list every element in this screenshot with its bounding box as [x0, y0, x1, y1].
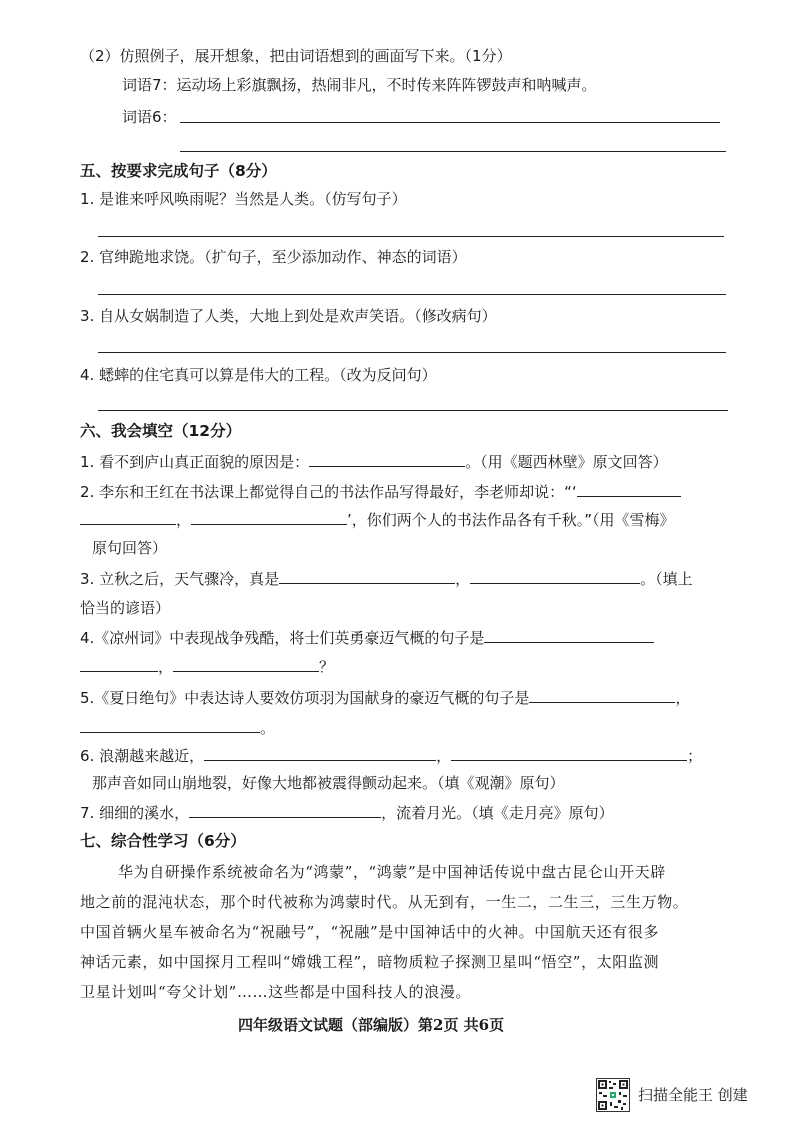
s5-question-4: 4. 蟋蟀的住宅真可以算是伟大的工程。（改为反问句） — [80, 366, 437, 384]
blank[interactable] — [189, 801, 381, 818]
blank[interactable] — [204, 744, 436, 761]
answer-line[interactable] — [180, 151, 726, 152]
question-4-2-instruction: （2）仿照例子，展开想象，把由词语想到的画面写下来。（1分） — [80, 47, 512, 65]
s6-q3-text: 3. 立秋之后，天气骤冷，真是 — [80, 570, 280, 588]
s6-question-5 — [80, 686, 690, 709]
s6-q5-text: 5.《夏日绝句》中表达诗人要效仿项羽为国献身的豪迈气概的句子是 — [80, 689, 530, 707]
s6-q4-text: 4.《凉州词》中表现战争残酷，将士们英勇豪迈气概的句子是 — [80, 629, 485, 647]
s6-question-1 — [80, 450, 668, 473]
s6-question-7 — [80, 801, 614, 824]
s6-question-3-cont: 恰当的谚语） — [80, 599, 171, 617]
s6-q1-source: 。（用《题西林壁》原文回答） — [465, 453, 668, 471]
reading-paragraph-line: 神话元素，如中国探月工程叫“嫦娥工程”，暗物质粒子探测卫星叫“悟空”，太阳监测 — [80, 953, 660, 971]
page-footer: 四年级语文试题（部编版）第2页 共6页 — [238, 1016, 505, 1034]
answer-line[interactable] — [98, 352, 726, 353]
section-5-title: 五、按要求完成句子（8分） — [80, 162, 277, 180]
s6-question-4-cont — [80, 655, 334, 678]
reading-paragraph-line: 中国首辆火星车被命名为“祝融号”，“祝融”是中国神话中的火神。中国航天还有很多 — [80, 923, 660, 941]
s6-q3-tail: 。（填上 — [640, 570, 693, 588]
s6-q7-tail: ，流着月光。（填《走月亮》原句） — [381, 804, 614, 822]
section-7-title: 七、综合性学习（6分） — [80, 832, 246, 850]
reading-paragraph-line: 地之前的混沌状态，那个时代被称为鸿蒙时代。从无到有，一生二，二生三，三生万物。 — [80, 893, 689, 911]
s6-q5-comma: ， — [675, 689, 691, 707]
blank[interactable] — [470, 567, 640, 584]
blank[interactable] — [279, 567, 455, 584]
s6-q7-text: 7. 细细的溪水， — [80, 804, 190, 822]
s6-question-2-cont — [80, 508, 675, 531]
s6-question-2-source: 原句回答） — [92, 539, 168, 557]
s6-question-6-cont: 那声音如同山崩地裂，好像大地都被震得颤动起来。（填《观潮》原句） — [92, 774, 565, 792]
blank[interactable] — [173, 655, 319, 672]
s6-q4-question-mark: ？ — [319, 658, 335, 676]
s5-question-3: 3. 自从女娲制造了人类，大地上到处是欢声笑语。（修改病句） — [80, 307, 497, 325]
s6-question-5-cont — [80, 716, 275, 739]
s6-question-4 — [80, 626, 654, 649]
answer-prompt-6: 词语6： — [122, 108, 177, 126]
s6-q1-text: 1. 看不到庐山真正面貌的原因是： — [80, 453, 310, 471]
s5-question-2: 2. 官绅跪地求饶。（扩句子，至少添加动作、神态的词语） — [80, 248, 467, 266]
s6-q6-text: 6. 浪潮越来越近， — [80, 747, 205, 765]
s6-q5-period: 。 — [260, 719, 276, 737]
s6-q2-text: 2. 李东和王红在书法课上都觉得自己的书法作品写得最好，李老师却说：“‘ — [80, 483, 577, 501]
blank[interactable] — [577, 480, 681, 497]
answer-line[interactable] — [180, 122, 720, 123]
s6-q2-comma: ， — [176, 511, 192, 529]
s6-q4-comma: ， — [158, 658, 174, 676]
qr-code-icon — [596, 1078, 630, 1112]
blank[interactable] — [529, 686, 675, 703]
s6-q6-comma: ， — [436, 747, 452, 765]
blank[interactable] — [80, 508, 176, 525]
s6-question-2 — [80, 480, 681, 503]
blank[interactable] — [191, 508, 347, 525]
answer-line[interactable] — [98, 294, 726, 295]
example-sentence: 词语7：运动场上彩旗飘扬，热闹非凡，不时传来阵阵锣鼓声和呐喊声。 — [122, 76, 597, 94]
s5-question-1: 1. 是谁来呼风唤雨呢？当然是人类。（仿写句子） — [80, 190, 407, 208]
blank[interactable] — [451, 744, 687, 761]
s6-q3-comma: ， — [455, 570, 471, 588]
s6-q2-tail: ’，你们两个人的书法作品各有千秋。”（用《雪梅》 — [347, 511, 675, 529]
blank[interactable] — [309, 450, 465, 467]
answer-line[interactable] — [98, 236, 724, 237]
blank[interactable] — [80, 716, 260, 733]
reading-paragraph-line: 卫星计划叫“夸父计划”……这些都是中国科技人的浪漫。 — [80, 983, 471, 1001]
blank[interactable] — [484, 626, 654, 643]
s6-question-3 — [80, 567, 693, 590]
blank[interactable] — [80, 655, 158, 672]
scanner-watermark: 扫描全能王 创建 — [638, 1086, 748, 1104]
s6-q6-semicolon: ； — [687, 747, 703, 765]
section-6-title: 六、我会填空（12分） — [80, 422, 242, 440]
s6-question-6 — [80, 744, 702, 767]
answer-line[interactable] — [98, 410, 728, 411]
reading-paragraph-line: 华为自研操作系统被命名为“鸿蒙”，“鸿蒙”是中国神话传说中盘古昆仑山开天辟 — [118, 863, 666, 881]
